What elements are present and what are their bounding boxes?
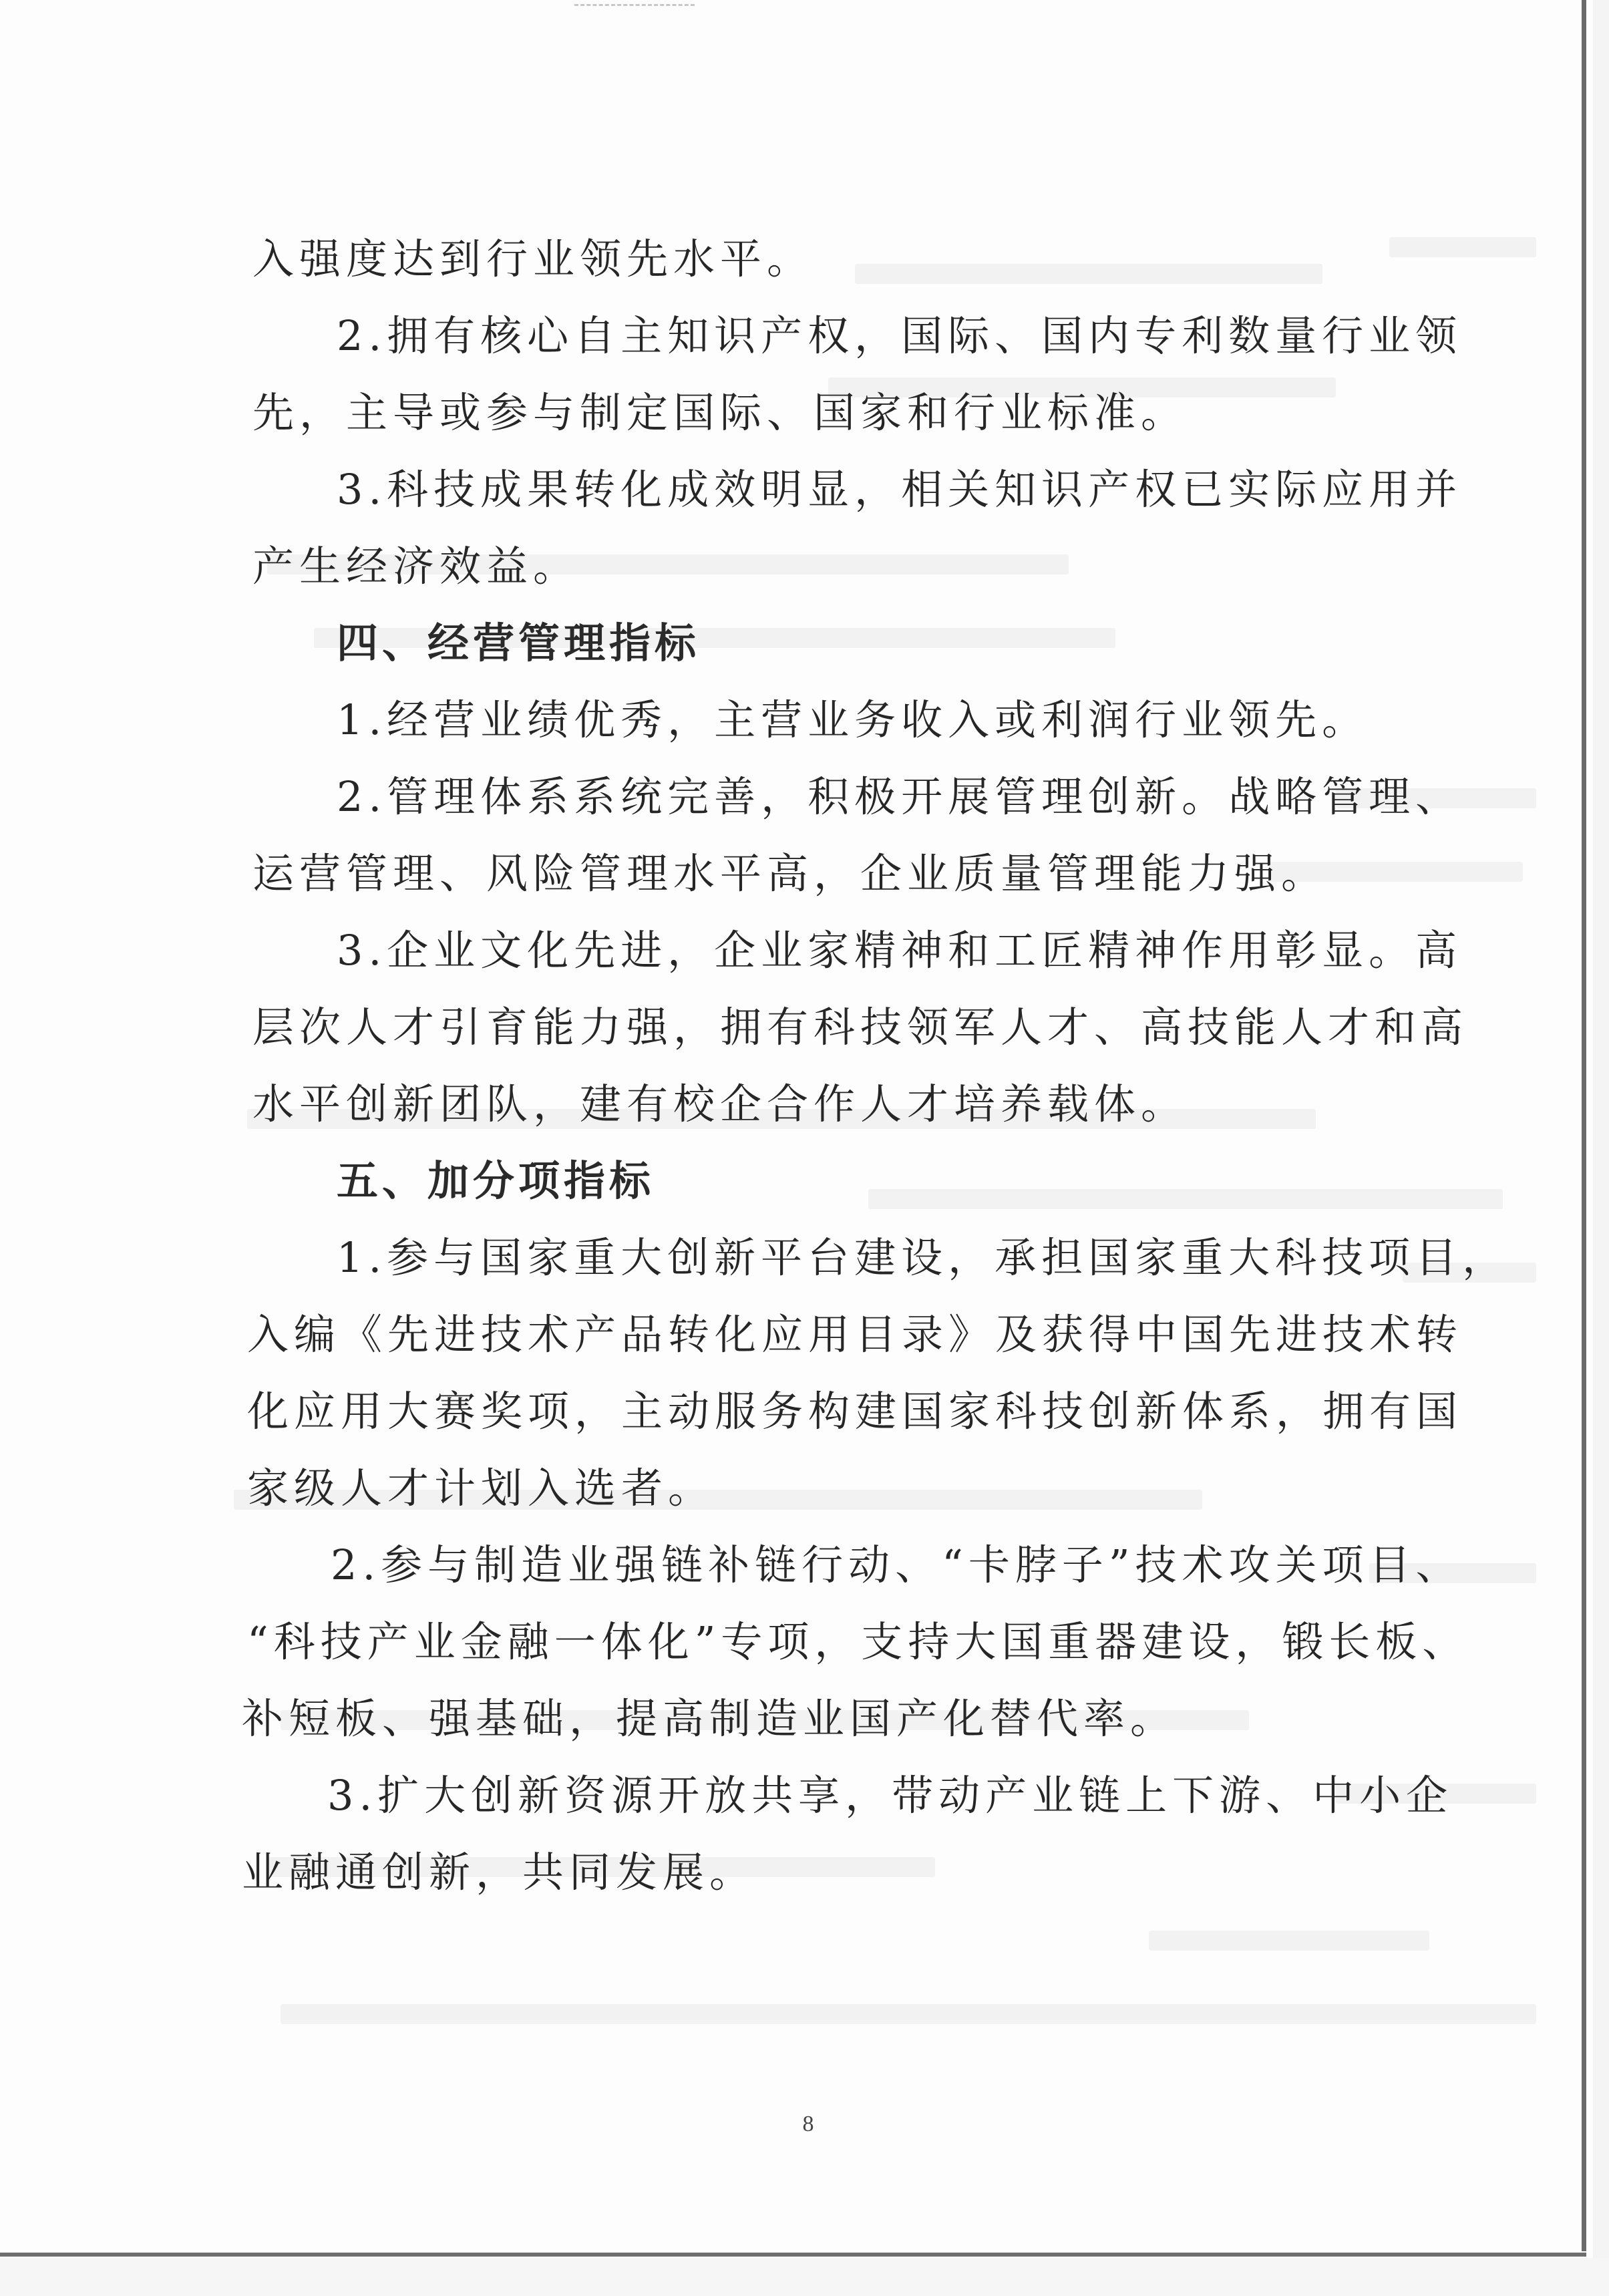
section-heading: 五、加分项指标 [337, 1156, 655, 1205]
body-line: 先，主导或参与制定国际、国家和行业标准。 [252, 388, 1188, 437]
body-line: 运营管理、风险管理水平高，企业质量管理能力强。 [252, 849, 1328, 898]
page-number: 8 [802, 2112, 814, 2136]
body-line: 化应用大赛奖项，主动服务构建国家科技创新体系，拥有国 [247, 1387, 1463, 1436]
scan-margin-bottom [0, 2258, 1609, 2296]
body-line: 水平创新团队，建有校企合作人才培养载体。 [252, 1080, 1188, 1128]
body-line: 家级人才计划入选者。 [247, 1464, 715, 1512]
scan-top-marks [574, 4, 695, 9]
body-line: 3.扩大创新资源开放共享，带动产业链上下游、中小企 [327, 1771, 1453, 1820]
scan-edge-right [1582, 0, 1586, 2251]
section-heading: 四、经营管理指标 [337, 619, 701, 667]
body-line: 入强度达到行业领先水平。 [252, 234, 814, 283]
body-line: 2.参与制造业强链补链行动、“卡脖子”技术攻关项目、 [331, 1540, 1463, 1589]
body-line: 产生经济效益。 [252, 542, 580, 591]
body-line: 2.拥有核心自主知识产权，国际、国内专利数量行业领 [337, 311, 1463, 360]
body-line: 1.经营业绩优秀，主营业务收入或利润行业领先。 [337, 695, 1369, 744]
body-line: 3.企业文化先进，企业家精神和工匠精神作用彰显。高 [337, 926, 1463, 975]
body-line: “科技产业金融一体化”专项，支持大国重器建设，锻长板、 [247, 1617, 1469, 1666]
body-line: 1.参与国家重大创新平台建设，承担国家重大科技项目， [337, 1233, 1509, 1282]
scan-margin-right [1593, 0, 1609, 2296]
body-line: 入编《先进技术产品转化应用目录》及获得中国先进技术转 [247, 1310, 1463, 1359]
body-line: 层次人才引育能力强，拥有科技领军人才、高技能人才和高 [252, 1003, 1469, 1051]
body-line: 3.科技成果转化成效明显，相关知识产权已实际应用并 [337, 465, 1463, 514]
body-line: 补短板、强基础，提高制造业国产化替代率。 [242, 1694, 1178, 1743]
scan-edge-bottom [0, 2253, 1586, 2257]
body-line: 2.管理体系系统完善，积极开展管理创新。战略管理、 [337, 772, 1463, 821]
body-line: 业融通创新，共同发展。 [242, 1848, 757, 1897]
